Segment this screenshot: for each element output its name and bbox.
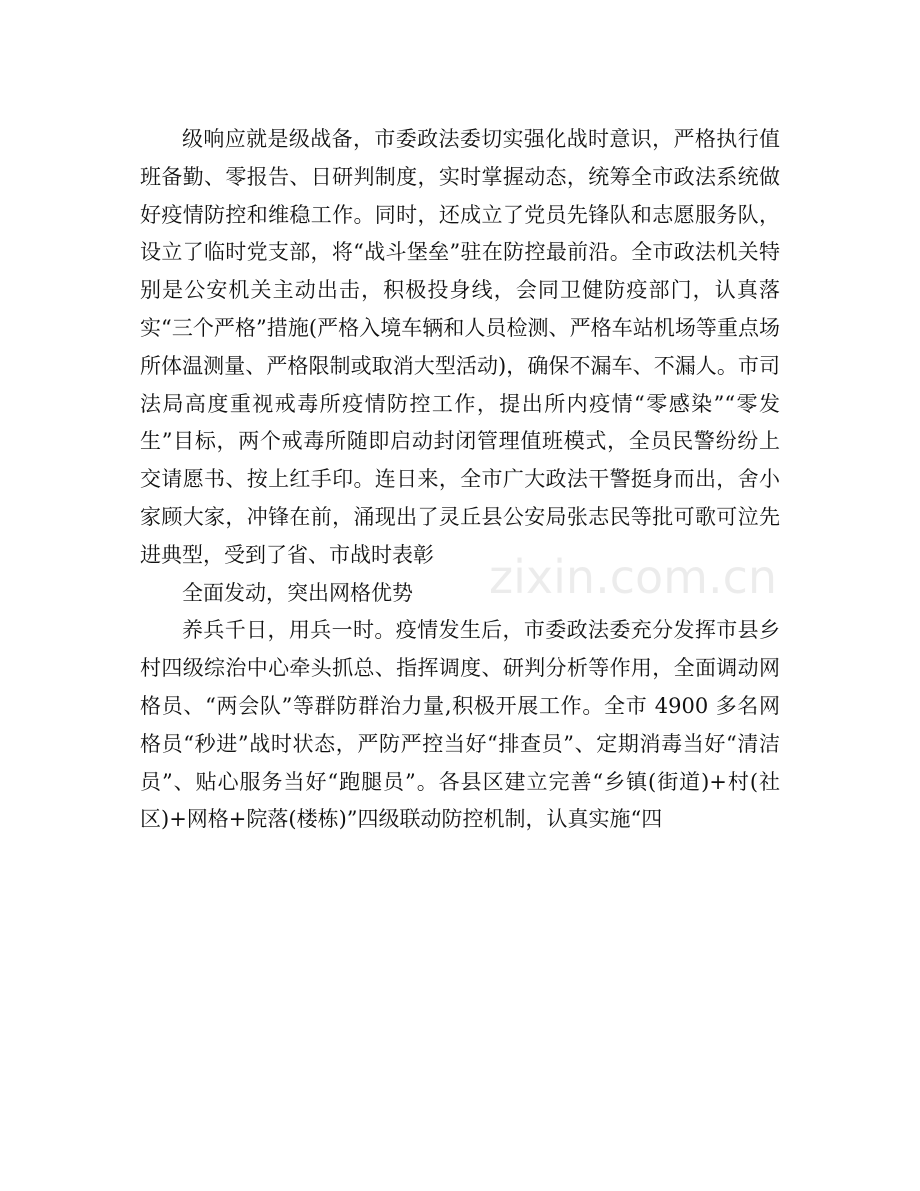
paragraph-1: 级响应就是级战备，市委政法委切实强化战时意识，严格执行值班备勤、零报告、日研判制度，实时掌握动态，统筹全市政法系统做好疫情防控和维稳工作。同时，还成立了党员先锋队和志愿服务队，设立了临时党支部，将“战斗堡垒”驻在防控最前沿。全市政法机关特别是公安机关主动出击，积极投身线，会同卫健防疫部门，认真落实“三个严格”措施(严格入境车辆和人员检测、严格车站机场等重点场所体温测量、严格限制或取消大型活动)，确保不漏车、不漏人。市司法局高度重视戒毒所疫情防控工作，提出所内疫情“零感染”“零发生”目标，两个戒毒所随即启动封闭管理值班模式，全员民警纷纷上交请愿书、按上红手印。连日来，全市广大政法干警挺身而出，舍小家顾大家，冲锋在前，涌现出了灵丘县公安局张志民等批可歌可泣先进典型，受到了省、市战时表彰 [140, 127, 780, 567]
paragraph-2-heading: 全面发动，突出网格优势 [182, 580, 413, 605]
paragraph-3: 养兵千日，用兵一时。疫情发生后，市委政法委充分发挥市县乡村四级综治中心牵头抓总、指挥调度、研判分析等作用，全面调动网格员、“两会队”等群防群治力量,积极开展工作。全市 4900 多名网格员“秒进”战时状态，严防严控当好“排查员”、定期消毒当好“清洁员”、贴心服务当好“跑腿员”。各县区建立完善“乡镇(街道)+村(社区)+网格+院落(楼栋)”四级联动防控机制，认真实施“四 [140, 618, 780, 832]
document-body [140, 121, 780, 839]
watermark: zixin.com.cn [489, 550, 778, 604]
